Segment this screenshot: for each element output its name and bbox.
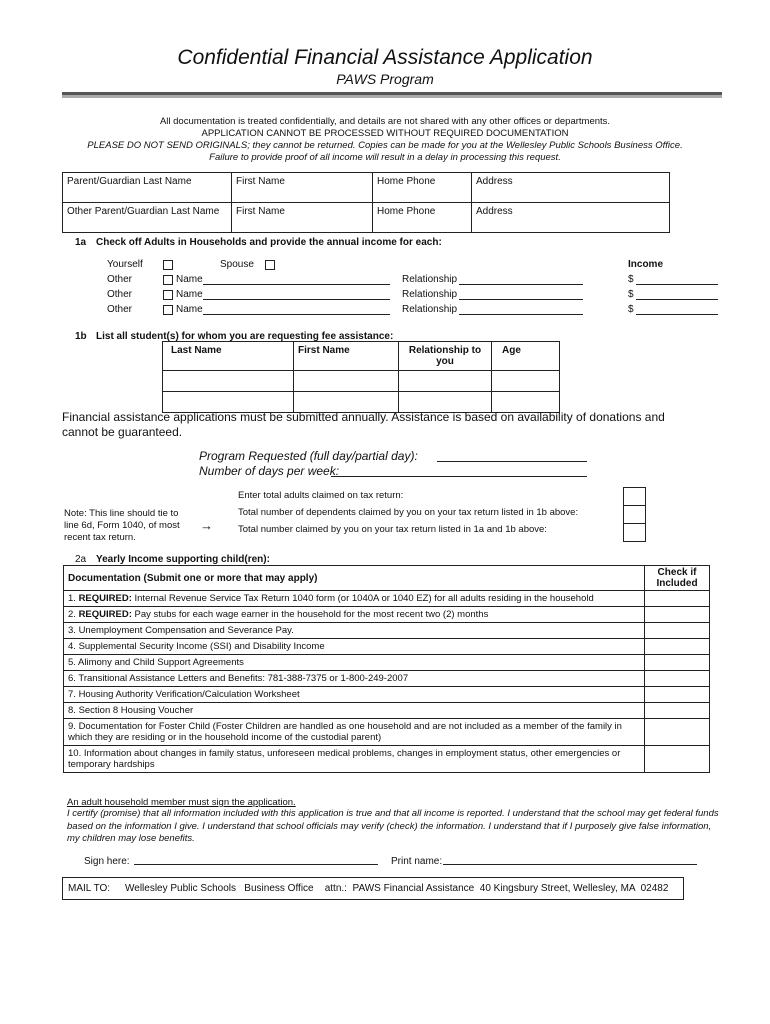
relationship-label-2: Relationship — [402, 289, 458, 300]
sign-here-label: Sign here: — [84, 856, 130, 867]
documentation-item-required: REQUIRED: — [78, 593, 132, 604]
other-checkbox-1[interactable] — [163, 275, 173, 285]
tax-adults-box[interactable] — [623, 487, 646, 506]
yourself-label: Yourself — [107, 259, 143, 270]
other-label-1: Other — [107, 274, 133, 285]
other-label-2: Other — [107, 289, 133, 300]
included-checkbox-cell[interactable] — [645, 671, 710, 687]
included-checkbox-cell[interactable] — [645, 719, 710, 746]
documentation-row — [64, 591, 710, 607]
students-col-relationship: Relationship to you — [399, 342, 492, 371]
documentation-item-number: 4. — [68, 641, 79, 652]
check-if-included-header: Check if Included — [645, 566, 710, 591]
mail-to-address: Wellesley Public Schools Business Office attn.: PAWS Financial Assistance 40 Kingsbury Street, Wellesley, MA 02482 — [125, 883, 669, 894]
program-requested-label: Program Requested (full day/partial day): — [199, 449, 418, 463]
documentation-item-number: 9. — [68, 721, 79, 732]
dollar-sign-2: $ — [628, 289, 634, 300]
guardian-address-field[interactable]: Address — [472, 173, 670, 203]
signature-heading: An adult household member must sign the application. — [67, 797, 296, 808]
section-2a-heading: Yearly Income supporting child(ren): — [96, 554, 270, 565]
documentation-row — [64, 655, 710, 671]
section-1a-num: 1a — [75, 237, 87, 248]
tax-dependents-label: Total number of dependents claimed by you on your tax return listed in 1b above: — [238, 507, 579, 518]
documentation-item-number: 5. — [68, 657, 79, 668]
guardian-first-name-field[interactable]: First Name — [232, 173, 373, 203]
section-1a-heading: Check off Adults in Households and provide the annual income for each: — [96, 237, 442, 248]
students-col-age: Age — [492, 342, 560, 371]
other-guardian-last-name-field[interactable]: Other Parent/Guardian Last Name — [63, 203, 232, 233]
days-per-week-label: Number of days per week: — [199, 464, 340, 478]
notice-originals: PLEASE DO NOT SEND ORIGINALS; they cannot be returned. Copies can be made for you at the Wellesley Public Schools Business Office. — [87, 140, 683, 151]
documentation-row — [64, 703, 710, 719]
guardian-table — [62, 172, 670, 233]
name-input-1[interactable] — [203, 284, 390, 285]
included-checkbox-cell[interactable] — [645, 703, 710, 719]
tax-note: Note: This line should tie to line 6d, Form 1040, of most recent tax return. — [64, 508, 180, 543]
documentation-row — [64, 746, 710, 773]
print-name-label: Print name: — [391, 856, 443, 867]
other-label-3: Other — [107, 304, 133, 315]
documentation-item-text: Supplemental Security Income (SSI) and Disability Income — [78, 641, 325, 652]
documentation-row — [64, 687, 710, 703]
documentation-item — [64, 639, 645, 655]
other-guardian-phone-field[interactable]: Home Phone — [373, 203, 472, 233]
mail-to-box — [62, 877, 684, 900]
relationship-input-1[interactable] — [459, 284, 583, 285]
included-checkbox-cell[interactable] — [645, 655, 710, 671]
name-label-1: Name — [176, 274, 203, 285]
name-label-3: Name — [176, 304, 203, 315]
mail-to-label: MAIL TO: — [68, 883, 111, 894]
other-guardian-address-field[interactable]: Address — [472, 203, 670, 233]
notice-failure: Failure to provide proof of all income will result in a delay in processing this request. — [209, 152, 561, 163]
documentation-item-text: Documentation for Foster Child (Foster Children are handled as one household and are not included as a member of the family in which they are residing or in the household income of the custodial parent) — [68, 721, 622, 743]
documentation-item-number: 1. — [68, 593, 79, 604]
guardian-phone-field[interactable]: Home Phone — [373, 173, 472, 203]
other-checkbox-3[interactable] — [163, 305, 173, 315]
documentation-item-number: 7. — [68, 689, 79, 700]
students-table — [162, 341, 560, 413]
documentation-row — [64, 607, 710, 623]
included-checkbox-cell[interactable] — [645, 623, 710, 639]
included-checkbox-cell[interactable] — [645, 607, 710, 623]
submission-note: Financial assistance applications must be submitted annually. Assistance is based on availability of donations and cannot be guaranteed. — [62, 410, 665, 439]
student-age-cell[interactable] — [492, 371, 560, 392]
spouse-checkbox[interactable] — [265, 260, 275, 270]
documentation-item — [64, 591, 645, 607]
form-title: Confidential Financial Assistance Application — [177, 46, 593, 69]
form-subtitle: PAWS Program — [336, 71, 434, 87]
documentation-item — [64, 719, 645, 746]
print-name-input[interactable] — [443, 864, 697, 865]
tax-adults-label: Enter total adults claimed on tax return: — [238, 490, 404, 501]
documentation-item — [64, 671, 645, 687]
included-checkbox-cell[interactable] — [645, 687, 710, 703]
other-guardian-first-name-field[interactable]: First Name — [232, 203, 373, 233]
relationship-label-1: Relationship — [402, 274, 458, 285]
section-2a-num: 2a — [75, 554, 87, 565]
student-first-name-cell[interactable] — [294, 371, 399, 392]
relationship-input-2[interactable] — [459, 299, 583, 300]
student-relationship-cell[interactable] — [399, 371, 492, 392]
documentation-row — [64, 719, 710, 746]
documentation-item-text: Transitional Assistance Letters and Benefits: 781-388-7375 or 1-800-249-2007 — [78, 673, 409, 684]
arrow-icon: → — [200, 518, 213, 533]
documentation-item-text: Alimony and Child Support Agreements — [78, 657, 244, 668]
documentation-header: Documentation (Submit one or more that may apply) — [64, 566, 645, 591]
documentation-item-number: 2. — [68, 609, 79, 620]
days-per-week-input[interactable] — [331, 476, 587, 477]
documentation-item-text: Information about changes in family status, unforeseen medical problems, changes in employment status, other emergencies or temporary hardships — [68, 748, 621, 770]
documentation-item — [64, 607, 645, 623]
documentation-item-text: Housing Authority Verification/Calculation Worksheet — [78, 689, 300, 700]
tax-total-box[interactable] — [623, 523, 646, 542]
student-row — [163, 371, 560, 392]
documentation-item-number: 10. — [68, 748, 84, 759]
tax-total-label: Total number claimed by you on your tax return listed in 1a and 1b above: — [238, 524, 547, 535]
relationship-input-3[interactable] — [459, 314, 583, 315]
program-requested-input[interactable] — [437, 461, 587, 462]
relationship-label-3: Relationship — [402, 304, 458, 315]
name-input-2[interactable] — [203, 299, 390, 300]
spouse-label: Spouse — [220, 259, 254, 270]
documentation-item-required: REQUIRED: — [78, 609, 132, 620]
guardian-last-name-field[interactable]: Parent/Guardian Last Name — [63, 173, 232, 203]
documentation-item — [64, 687, 645, 703]
included-checkbox-cell[interactable] — [645, 591, 710, 607]
yourself-checkbox[interactable] — [163, 260, 173, 270]
documentation-item — [64, 623, 645, 639]
student-last-name-cell[interactable] — [163, 371, 294, 392]
documentation-item — [64, 703, 645, 719]
documentation-item-text: Internal Revenue Service Tax Return 1040 form (or 1040A or 1040 EZ) for all adults residing in the household — [131, 593, 594, 604]
other-checkbox-2[interactable] — [163, 290, 173, 300]
documentation-table — [63, 565, 710, 773]
documentation-item — [64, 655, 645, 671]
included-checkbox-cell[interactable] — [645, 639, 710, 655]
documentation-row — [64, 639, 710, 655]
documentation-row — [64, 671, 710, 687]
documentation-item — [64, 746, 645, 773]
students-col-first-name: First Name — [294, 342, 399, 371]
students-col-last-name: Last Name — [163, 342, 294, 371]
notice-confidential: All documentation is treated confidentially, and details are not shared with any other offices or departments. — [159, 116, 611, 127]
name-label-2: Name — [176, 289, 203, 300]
certify-text: I certify (promise) that all information included with this application is true and that all income is reported. I understand that the school may get federal funds based on the information I give. I understand that school officials may verify (check) the information. I understand that if I purposely give false information, my children may lose benefits. — [67, 808, 719, 844]
tax-dependents-box[interactable] — [623, 505, 646, 524]
dollar-sign-3: $ — [628, 304, 634, 315]
documentation-item-number: 6. — [68, 673, 79, 684]
included-checkbox-cell[interactable] — [645, 746, 710, 773]
documentation-item-number: 8. — [68, 705, 79, 716]
documentation-item-text: Section 8 Housing Voucher — [78, 705, 194, 716]
income-input-1[interactable] — [636, 284, 718, 285]
documentation-item-text: Unemployment Compensation and Severance Pay. — [78, 625, 294, 636]
documentation-row — [64, 623, 710, 639]
income-input-2[interactable] — [636, 299, 718, 300]
income-header: Income — [628, 259, 664, 270]
section-1b-heading: List all student(s) for whom you are requesting fee assistance: — [96, 331, 394, 342]
header-rule — [62, 92, 722, 98]
notice-required: APPLICATION CANNOT BE PROCESSED WITHOUT REQUIRED DOCUMENTATION — [201, 128, 569, 139]
dollar-sign-1: $ — [628, 274, 634, 285]
signature-input[interactable] — [134, 864, 378, 865]
documentation-item-text: Pay stubs for each wage earner in the household for the most recent two (2) months — [131, 609, 489, 620]
documentation-item-number: 3. — [68, 625, 79, 636]
income-input-3[interactable] — [636, 314, 718, 315]
name-input-3[interactable] — [203, 314, 390, 315]
section-1b-num: 1b — [75, 331, 87, 342]
